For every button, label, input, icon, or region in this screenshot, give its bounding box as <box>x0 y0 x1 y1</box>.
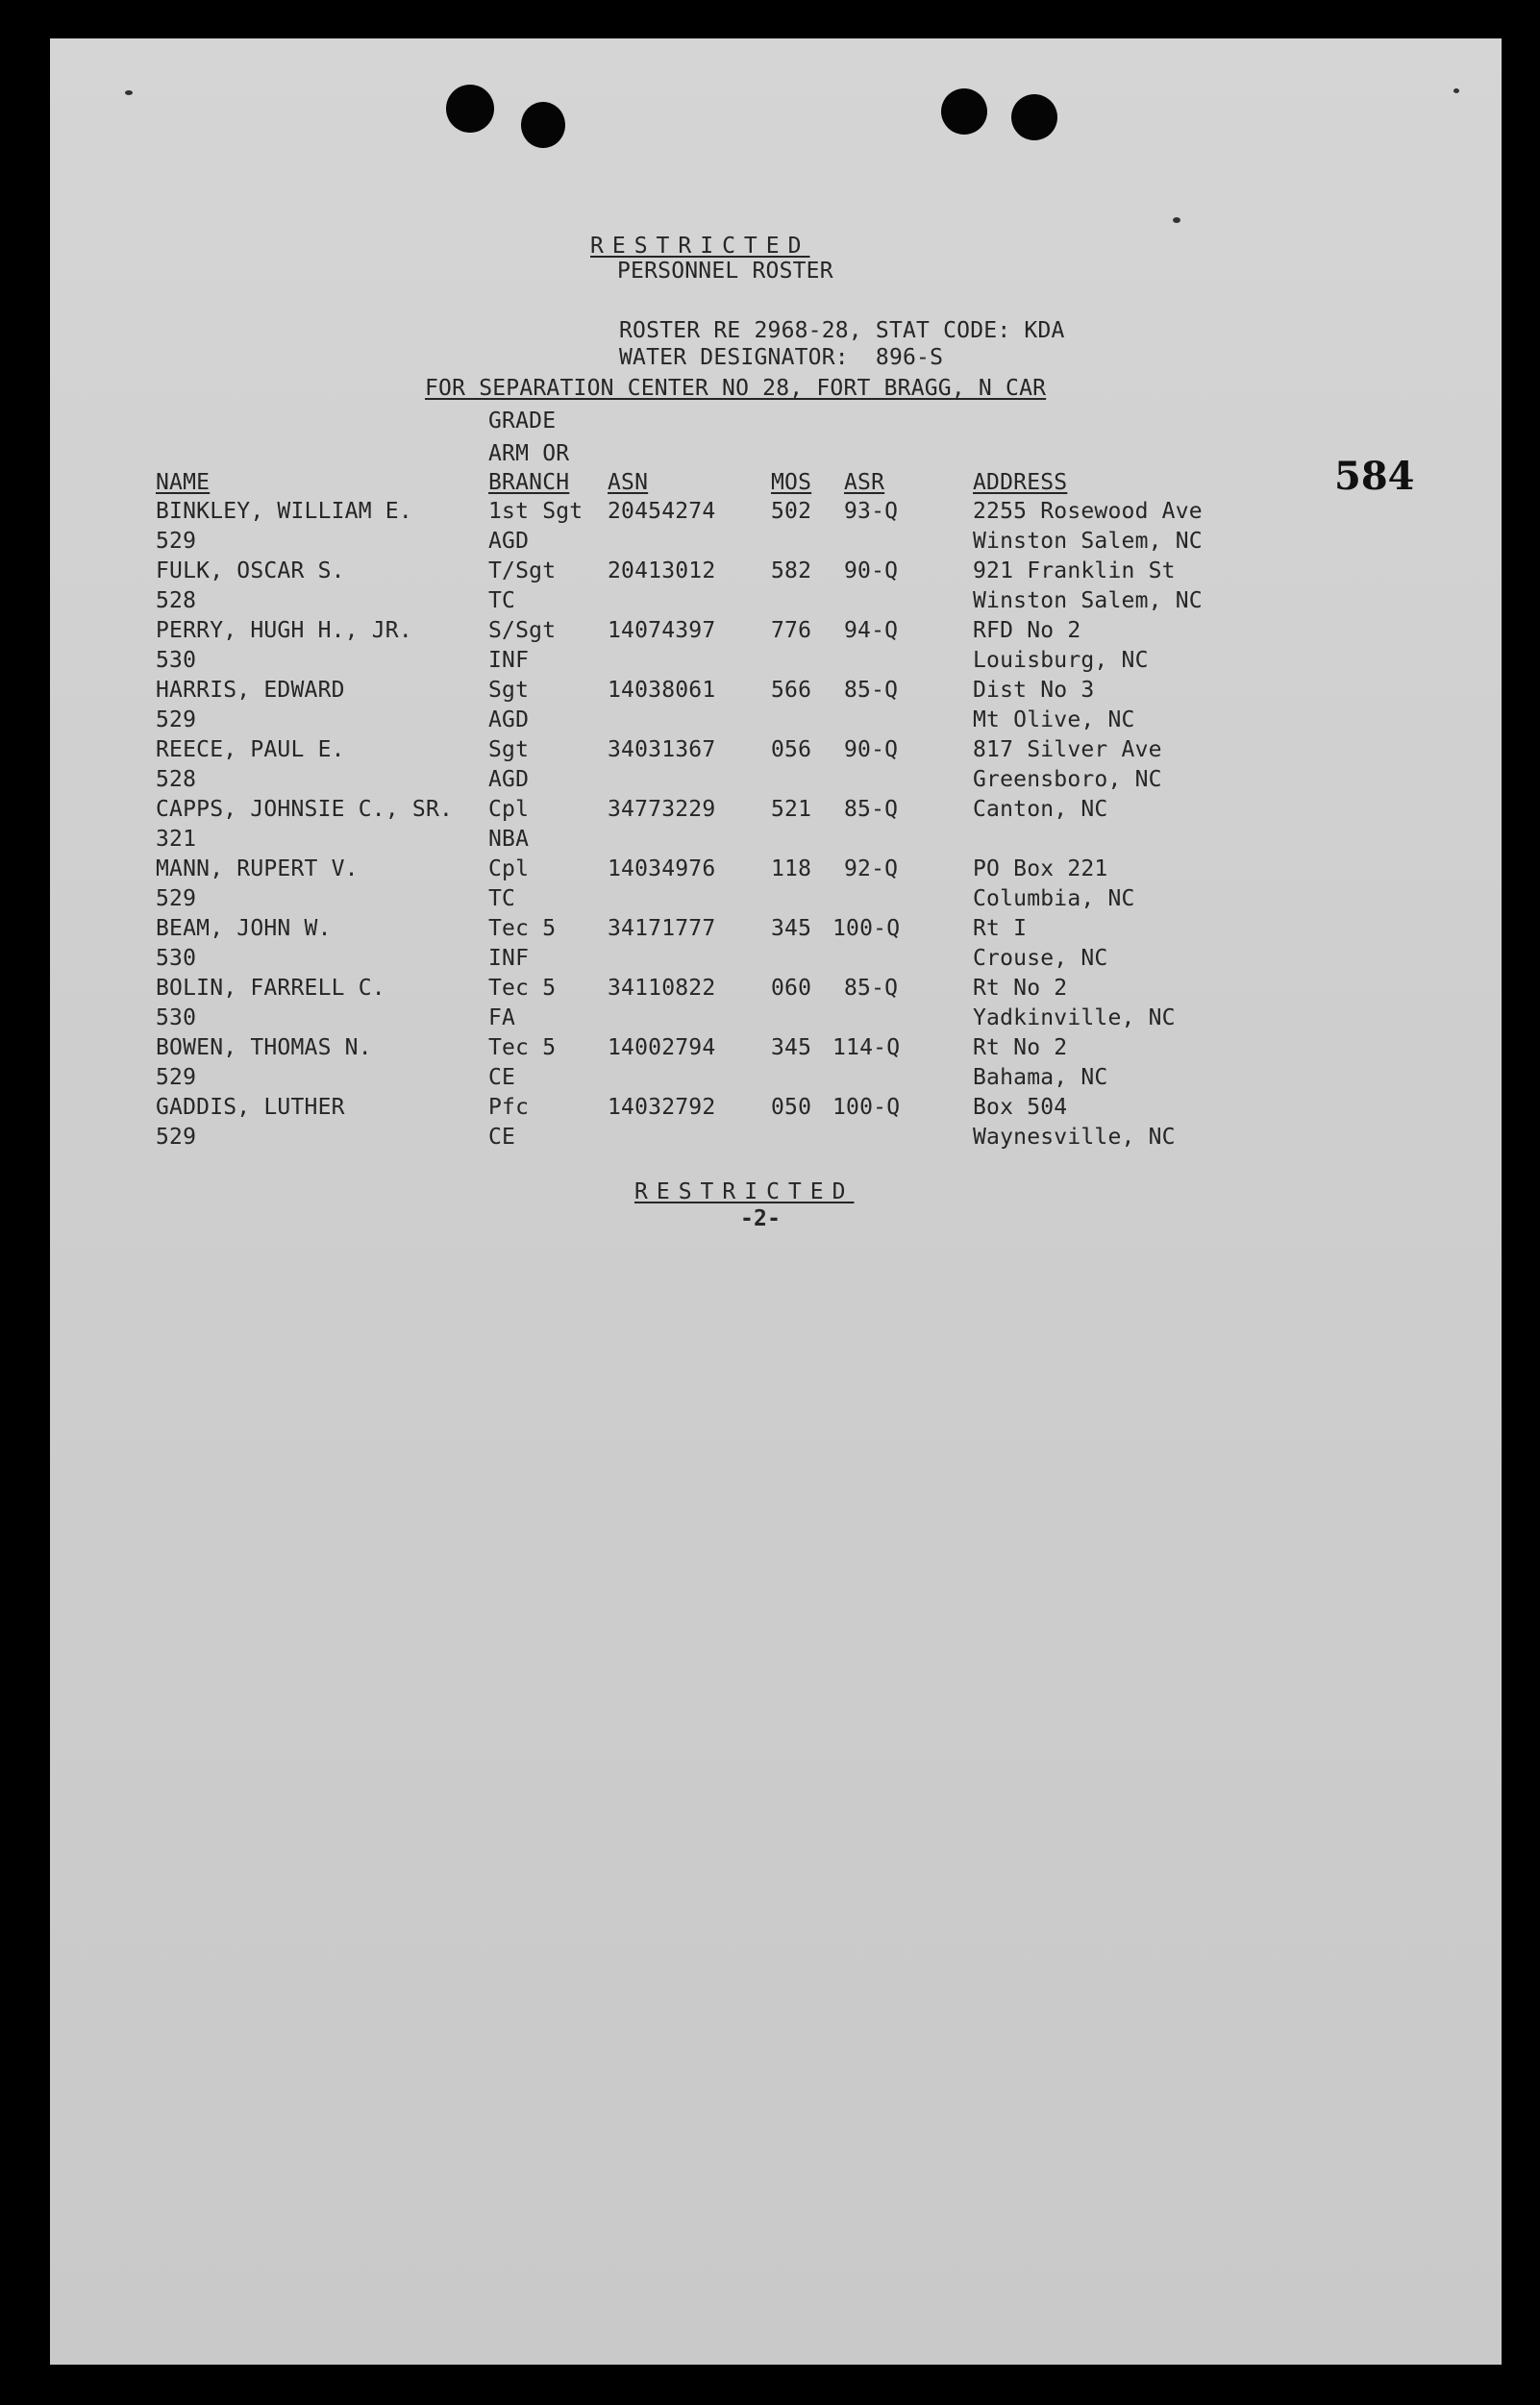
column-header-name: NAME <box>156 470 211 495</box>
row-code: 529 <box>156 1125 197 1150</box>
row-mos: 060 <box>771 976 812 1001</box>
table-row <box>50 1094 1396 1153</box>
row-mos: 118 <box>771 856 812 881</box>
row-address-line1: Rt I <box>973 916 1028 941</box>
row-grade: T/Sgt <box>488 558 557 583</box>
row-name: BOLIN, FARRELL C. <box>156 976 385 1001</box>
row-mos: 050 <box>771 1095 812 1120</box>
row-grade: Sgt <box>488 737 530 762</box>
row-asn: 34773229 <box>608 797 716 822</box>
row-mos: 056 <box>771 737 812 762</box>
table-row <box>50 1034 1396 1094</box>
row-branch: INF <box>488 648 530 673</box>
row-asr: 85-Q <box>844 797 899 822</box>
row-name: PERRY, HUGH H., JR. <box>156 618 412 643</box>
row-address-line2: Waynesville, NC <box>973 1125 1176 1150</box>
row-mos: 345 <box>771 916 812 941</box>
water-designator-line: WATER DESIGNATOR: 896-S <box>619 345 944 370</box>
row-asn: 20413012 <box>608 558 716 583</box>
row-asr: 85-Q <box>844 976 899 1001</box>
roster-page <box>50 38 1502 2365</box>
row-name: MANN, RUPERT V. <box>156 856 359 881</box>
row-address-line2: Crouse, NC <box>973 946 1108 971</box>
column-header-grade: GRADE <box>488 409 557 434</box>
row-asn: 14034976 <box>608 856 716 881</box>
row-address-line2: Bahama, NC <box>973 1065 1108 1090</box>
row-mos: 582 <box>771 558 812 583</box>
roster-id-line: ROSTER RE 2968-28, STAT CODE: KDA <box>619 318 1065 343</box>
row-address-line1: RFD No 2 <box>973 618 1081 643</box>
table-row <box>50 617 1396 677</box>
row-address-line1: 2255 Rosewood Ave <box>973 499 1203 524</box>
row-asn: 14038061 <box>608 678 716 703</box>
row-address-line2: Mt Olive, NC <box>973 707 1135 732</box>
ink-speck <box>1173 217 1180 223</box>
table-row <box>50 558 1396 617</box>
row-grade: Cpl <box>488 856 530 881</box>
row-code: 528 <box>156 588 197 613</box>
row-mos: 776 <box>771 618 812 643</box>
row-branch: INF <box>488 946 530 971</box>
restricted-header: RESTRICTED <box>590 234 810 259</box>
roster-title: PERSONNEL ROSTER <box>617 259 833 284</box>
column-header-address: ADDRESS <box>973 470 1068 495</box>
row-grade: Pfc <box>488 1095 530 1120</box>
row-mos: 345 <box>771 1035 812 1060</box>
punch-hole <box>1011 94 1057 140</box>
table-row <box>50 975 1396 1034</box>
page-marker: -2- <box>740 1206 782 1231</box>
row-branch: NBA <box>488 827 530 852</box>
row-address-line2: Columbia, NC <box>973 886 1135 911</box>
row-asn: 34110822 <box>608 976 716 1001</box>
row-asr: 114-Q <box>832 1035 901 1060</box>
table-row <box>50 498 1396 558</box>
row-asn: 14002794 <box>608 1035 716 1060</box>
row-branch: CE <box>488 1065 516 1090</box>
row-code: 529 <box>156 886 197 911</box>
row-address-line2: Winston Salem, NC <box>973 588 1203 613</box>
row-asn: 14032792 <box>608 1095 716 1120</box>
row-branch: TC <box>488 588 516 613</box>
row-mos: 521 <box>771 797 812 822</box>
table-row <box>50 736 1396 796</box>
page-number: 584 <box>1334 454 1415 499</box>
row-branch: AGD <box>488 529 530 554</box>
row-name: HARRIS, EDWARD <box>156 678 345 703</box>
row-asr: 93-Q <box>844 499 899 524</box>
row-asn: 14074397 <box>608 618 716 643</box>
table-row <box>50 915 1396 975</box>
row-branch: AGD <box>488 707 530 732</box>
column-header-asr: ASR <box>844 470 885 495</box>
row-address-line2: Greensboro, NC <box>973 767 1162 792</box>
row-asr: 94-Q <box>844 618 899 643</box>
row-branch: CE <box>488 1125 516 1150</box>
row-address-line1: Rt No 2 <box>973 1035 1068 1060</box>
row-address-line1: 921 Franklin St <box>973 558 1176 583</box>
row-address-line1: 817 Silver Ave <box>973 737 1162 762</box>
row-code: 528 <box>156 767 197 792</box>
column-header-mos: MOS <box>771 470 812 495</box>
row-address-line1: PO Box 221 <box>973 856 1108 881</box>
row-mos: 566 <box>771 678 812 703</box>
row-mos: 502 <box>771 499 812 524</box>
row-code: 530 <box>156 1005 197 1030</box>
row-asr: 90-Q <box>844 737 899 762</box>
row-name: REECE, PAUL E. <box>156 737 345 762</box>
row-grade: Tec 5 <box>488 916 557 941</box>
row-address-line1: Canton, NC <box>973 797 1108 822</box>
row-asr: 85-Q <box>844 678 899 703</box>
row-asr: 90-Q <box>844 558 899 583</box>
row-name: CAPPS, JOHNSIE C., SR. <box>156 797 454 822</box>
row-asn: 34031367 <box>608 737 716 762</box>
row-code: 529 <box>156 529 197 554</box>
row-name: BOWEN, THOMAS N. <box>156 1035 372 1060</box>
row-address-line1: Box 504 <box>973 1095 1068 1120</box>
row-asn: 34171777 <box>608 916 716 941</box>
row-asr: 92-Q <box>844 856 899 881</box>
table-row <box>50 855 1396 915</box>
column-header-arm: ARM OR <box>488 441 570 466</box>
ink-speck <box>125 90 133 95</box>
row-name: FULK, OSCAR S. <box>156 558 345 583</box>
column-header-asn: ASN <box>608 470 649 495</box>
row-name: BINKLEY, WILLIAM E. <box>156 499 412 524</box>
table-row <box>50 796 1396 855</box>
row-code: 529 <box>156 1065 197 1090</box>
separation-center-line: FOR SEPARATION CENTER NO 28, FORT BRAGG, N CAR <box>425 376 1047 401</box>
row-grade: Tec 5 <box>488 1035 557 1060</box>
row-name: BEAM, JOHN W. <box>156 916 332 941</box>
row-name: GADDIS, LUTHER <box>156 1095 345 1120</box>
row-grade: Tec 5 <box>488 976 557 1001</box>
column-header-branch: BRANCH <box>488 470 570 495</box>
row-branch: AGD <box>488 767 530 792</box>
row-asr: 100-Q <box>832 1095 901 1120</box>
row-grade: 1st Sgt <box>488 499 584 524</box>
ink-speck <box>1453 88 1459 93</box>
row-address-line2: Winston Salem, NC <box>973 529 1203 554</box>
row-branch: TC <box>488 886 516 911</box>
row-code: 529 <box>156 707 197 732</box>
restricted-footer: RESTRICTED <box>634 1179 855 1204</box>
row-address-line1: Rt No 2 <box>973 976 1068 1001</box>
row-address-line1: Dist No 3 <box>973 678 1095 703</box>
row-code: 530 <box>156 946 197 971</box>
row-address-line2: Louisburg, NC <box>973 648 1149 673</box>
punch-hole <box>941 88 987 135</box>
punch-hole <box>446 85 494 133</box>
row-address-line2: Yadkinville, NC <box>973 1005 1176 1030</box>
row-code: 530 <box>156 648 197 673</box>
row-code: 321 <box>156 827 197 852</box>
row-grade: Cpl <box>488 797 530 822</box>
table-row <box>50 677 1396 736</box>
row-asr: 100-Q <box>832 916 901 941</box>
punch-hole <box>521 102 565 148</box>
row-grade: S/Sgt <box>488 618 557 643</box>
row-branch: FA <box>488 1005 516 1030</box>
row-grade: Sgt <box>488 678 530 703</box>
row-asn: 20454274 <box>608 499 716 524</box>
